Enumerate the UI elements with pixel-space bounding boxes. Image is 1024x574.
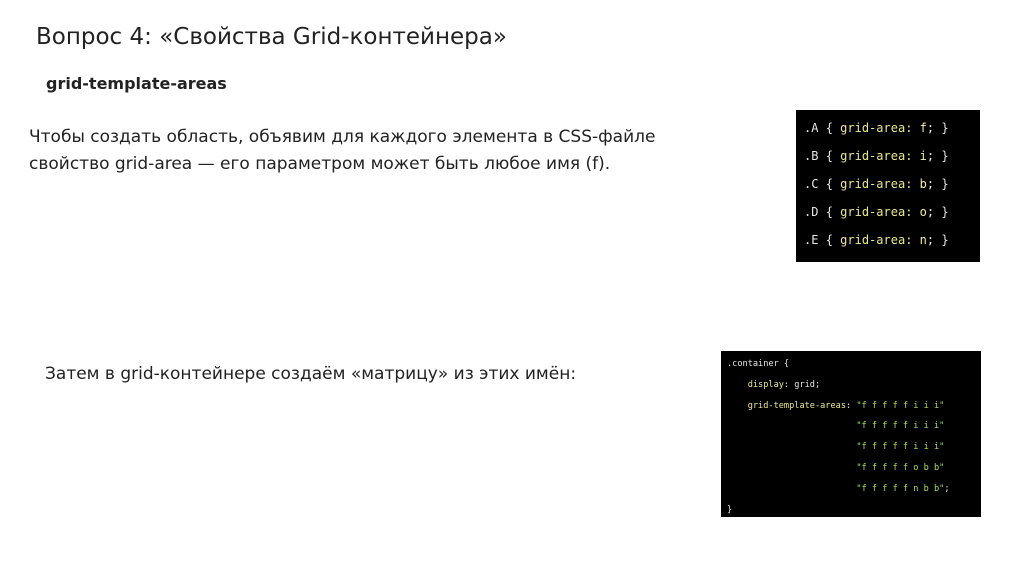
grid-area-code-block — [796, 110, 980, 262]
code-areas-row-5: "f f f f f n b b"; — [856, 483, 950, 494]
code-display-line: display: grid; — [747, 379, 821, 390]
code-line-c: .C { grid-area: b; } — [804, 177, 949, 191]
code-container-close: } — [727, 504, 733, 515]
code-line-b: .B { grid-area: i; } — [804, 149, 949, 163]
intro-paragraph-line-1: Чтобы создать область, объявим для каждого элемента в CSS-файле — [29, 127, 656, 147]
intro-paragraph-line-2: свойство grid-area — его параметром может быть любое имя (f). — [29, 154, 611, 174]
slide-title: Вопрос 4: «Свойства Grid-контейнера» — [36, 24, 507, 50]
code-areas-row-3: "f f f f f i i i" — [856, 442, 945, 453]
code-areas-row-2: "f f f f f i i i" — [856, 421, 945, 432]
slide-subtitle: grid-template-areas — [46, 74, 227, 93]
matrix-paragraph: Затем в grid-контейнере создаём «матрицу» из этих имён: — [45, 364, 577, 384]
code-container-open: .container { — [727, 359, 790, 369]
code-line-d: .D { grid-area: o; } — [804, 205, 949, 219]
intro-paragraph — [29, 124, 749, 178]
code-areas-row-4: "f f f f f o b b" — [856, 462, 945, 473]
code-areas-row-1: grid-template-areas: "f f f f f i i i" — [747, 400, 945, 411]
code-line-e: .E { grid-area: n; } — [804, 233, 949, 247]
code-line-a: .A { grid-area: f; } — [804, 121, 949, 135]
grid-template-areas-code-block — [721, 351, 981, 517]
